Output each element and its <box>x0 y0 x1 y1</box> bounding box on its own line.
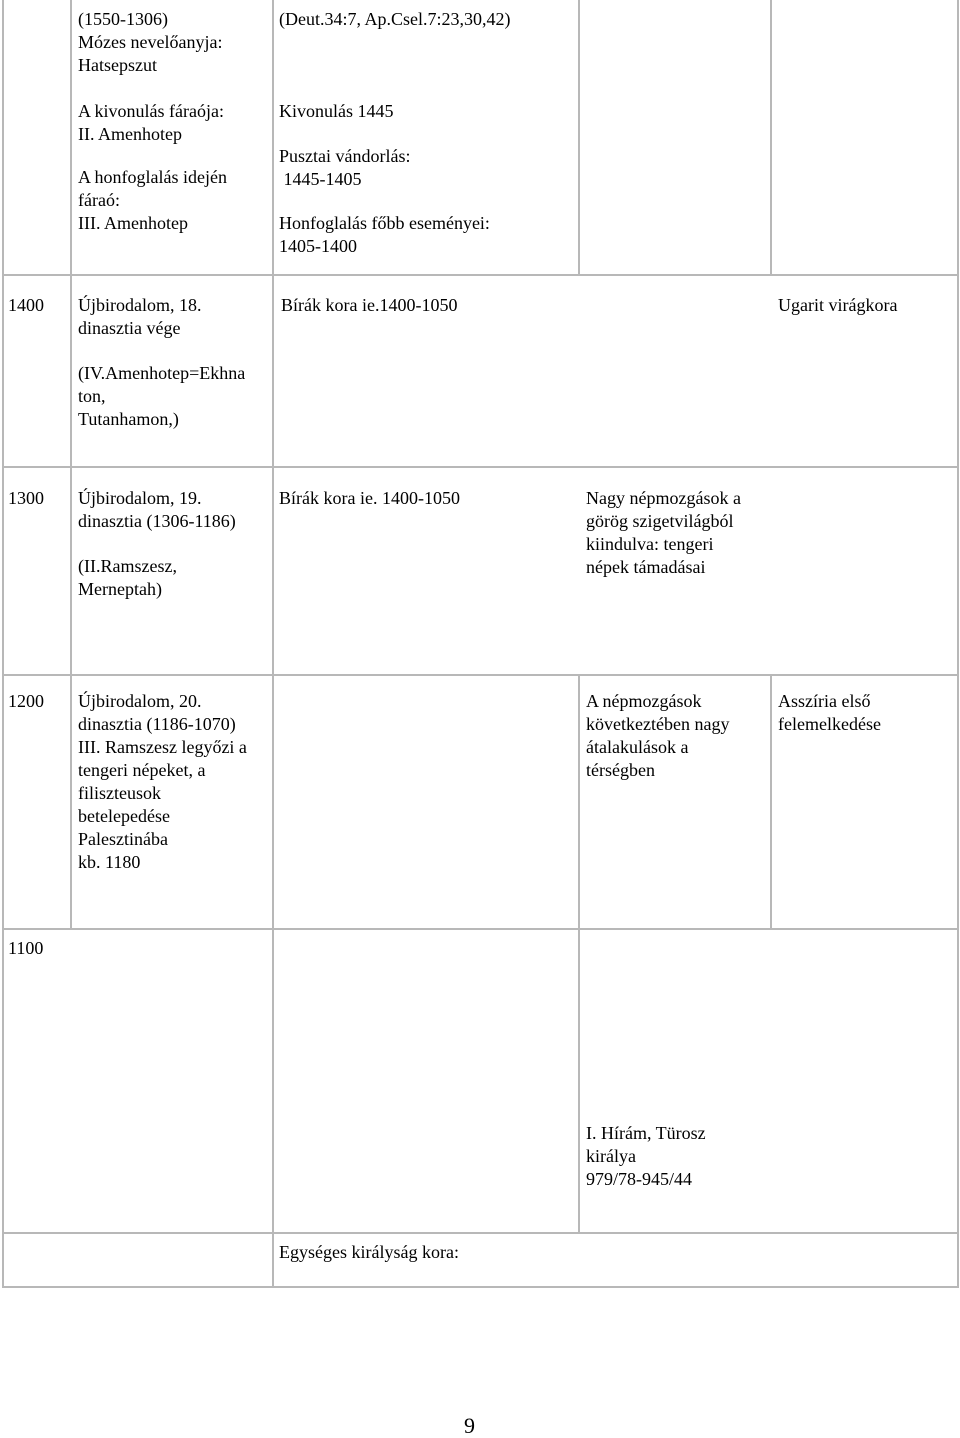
year-label: 1100 <box>8 938 44 958</box>
grid-line <box>770 674 772 928</box>
cell-text: Egységes királyság kora: <box>279 1242 459 1262</box>
grid-line <box>70 0 72 928</box>
grid-line <box>272 0 274 1288</box>
grid-line <box>2 466 959 468</box>
grid-line <box>957 0 959 1288</box>
page-number: 9 <box>464 1413 475 1438</box>
cell-text: Kivonulás 1445 <box>279 101 394 121</box>
year-label: 1300 <box>8 488 44 508</box>
cell-text: Ugarit virágkora <box>778 295 898 315</box>
cell-text: Újbirodalom, 19. dinasztia (1306-1186) <box>78 488 236 531</box>
cell-text: Pusztai vándorlás: 1445-1405 <box>279 146 411 189</box>
year-label: 1400 <box>8 295 44 315</box>
cell-text: A kivonulás fáraója: II. Amenhotep <box>78 101 224 144</box>
cell-text: A honfoglalás idején fáraó: III. Amenhotep <box>78 167 227 233</box>
grid-line <box>2 674 959 676</box>
grid-line <box>578 0 580 274</box>
cell-text: (IV.Amenhotep=Ekhna ton, Tutanhamon,) <box>78 363 246 429</box>
grid-line <box>2 0 4 1288</box>
grid-line <box>2 274 959 276</box>
grid-line <box>2 1286 959 1288</box>
cell-text: Újbirodalom, 20. dinasztia (1186-1070) III. Ramszesz legyőzi a tengeri népeket, a filiszteusok betelepedése Palesztinába kb. 1180 <box>78 691 247 872</box>
cell-text: I. Hírám, Türosz királya 979/78-945/44 <box>586 1123 706 1189</box>
cell-text: A népmozgások következtében nagy átalakulások a térségben <box>586 691 730 780</box>
cell-text: Asszíria első felemelkedése <box>778 691 881 734</box>
grid-line <box>2 1232 959 1234</box>
cell-text: Újbirodalom, 18. dinasztia vége <box>78 295 202 338</box>
grid-line <box>2 928 959 930</box>
grid-line <box>578 674 580 1232</box>
cell-text: Honfoglalás főbb eseményei: 1405-1400 <box>279 213 490 256</box>
cell-text: Bírák kora ie. 1400-1050 <box>279 488 460 508</box>
cell-text: Nagy népmozgások a görög szigetvilágból kiindulva: tengeri népek támadásai <box>586 488 741 577</box>
cell-text: (II.Ramszesz, Merneptah) <box>78 556 177 599</box>
year-label: 1200 <box>8 691 44 711</box>
cell-text: (1550-1306) Mózes nevelőanyja: Hatsepszut <box>78 9 223 75</box>
cell-text: (Deut.34:7, Ap.Csel.7:23,30,42) <box>279 9 511 29</box>
cell-text: Bírák kora ie.1400-1050 <box>281 295 458 315</box>
grid-line <box>770 0 772 274</box>
